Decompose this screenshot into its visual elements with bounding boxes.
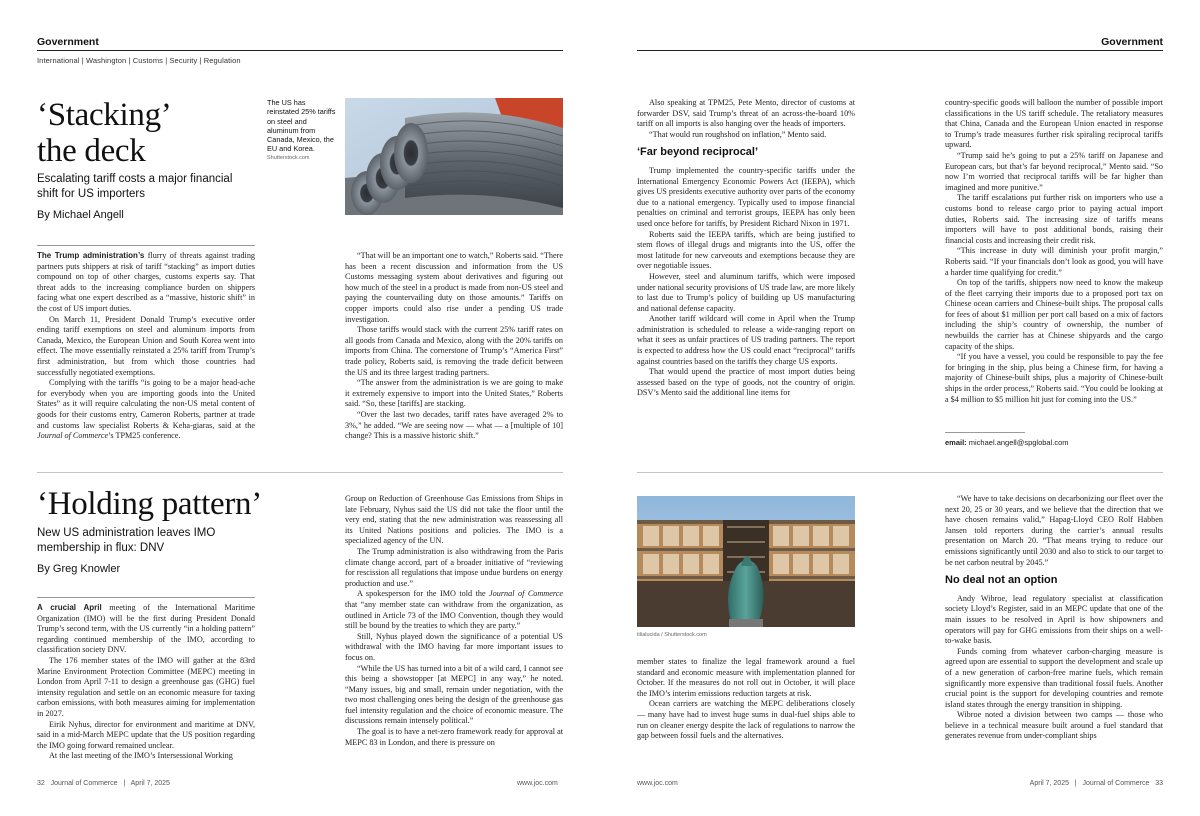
article1-col1-p1 bbox=[37, 251, 255, 315]
article1-col2 bbox=[345, 251, 563, 451]
article2-subhead-no-deal: No deal not an option bbox=[945, 574, 1058, 587]
article1-headline-line1: ‘Stacking’ bbox=[37, 97, 172, 133]
article2-col4-p3: Funds coming from whatever carbon-charging measure is agreed upon are essential to support the development and scale up of a new generation of carbon-free marine fuels, which remain significantly more expensive than traditional fossil fuels. Another crucial point is the support for developing countries and remote island states through the energy transition in shipping. bbox=[945, 646, 1163, 709]
article2-col2-p3b: that “any member state can withdraw from the organization, as outlined in Article 73 of the IMO Convention, though they would still be bound by the treaties to which they are party.” bbox=[345, 599, 563, 631]
article1-col1-p3b: ’s TPM25 conference. bbox=[108, 431, 181, 441]
article1-col3-p1: Also speaking at TPM25, Pete Mento, director of customs at forwarder DSV, said Trump’s threat of an across-the-board 10% tariff on all imports is also hanging over the heads of importers. bbox=[637, 98, 855, 129]
footer-left-url[interactable]: www.joc.com bbox=[517, 780, 558, 787]
article1-email-label: email: bbox=[945, 438, 967, 447]
article2-col2-p3 bbox=[345, 589, 563, 631]
article1-photo-credit: Shutterstock.com bbox=[267, 154, 310, 161]
article1-col4-p3: The tariff escalations put further risk on importers who use a customs bond to release cargo prior to paying actual import duties, Roberts said. The increasing size of tariffs means importers will have to post additional bonds, raising their financial costs and increasing their credit risk. bbox=[945, 193, 1163, 245]
article2-col3 bbox=[637, 657, 855, 768]
article1-col1 bbox=[37, 251, 255, 451]
article1-lead-rule bbox=[37, 245, 255, 246]
section-label-right: Government bbox=[1101, 36, 1163, 48]
footer-right-url[interactable]: www.joc.com bbox=[637, 780, 678, 787]
article1-caption-text: The US has reinstated 25% tariffs on steel and aluminum from Canada, Mexico, the EU and Korea. bbox=[267, 98, 336, 154]
article2-col4-p1: “We have to take decisions on decarbonizing our fleet over the next 20, 25 or 30 years, and we believe that the direction that we have chosen remains valid,” Hapag-Lloyd CEO Rolf Habben Jansen told reporters during the carrier’s annual results presentation on March 20. “That means trying to reduce our emissions significantly until 2030 and also to stick to our target to be net carbon neutral by 2045.” bbox=[945, 494, 1163, 567]
article1-col4 bbox=[945, 98, 1163, 430]
article1-col2-p2: Those tariffs would stack with the current 25% tariff rates on all goods from Canada and Mexico, along with the 20% tariffs on imports from China. The cornerstone of Trump’s “America First” trade policy, Roberts said, is removing the trade deficit between the US and its three largest trading partners. bbox=[345, 325, 563, 377]
article1-dek: Escalating tariff costs a major financial shift for US importers bbox=[37, 173, 233, 200]
article2-col2-p3a: A spokesperson for the IMO told the bbox=[357, 589, 490, 599]
article1-photo-caption bbox=[267, 98, 337, 163]
article1-col4-p2: “Trump said he’s going to put a 25% tariff on Japanese and European cars, but that’s far beyond reciprocal,” Mento said. “So now I’m worried that reciprocal tariffs will be far higher than imagined and more punitive.” bbox=[945, 150, 1163, 192]
article2-col1-p4: At the last meeting of the IMO’s Intersessional Working bbox=[49, 751, 233, 761]
article2-photo-imo-building bbox=[637, 496, 855, 627]
article1-photo-steel-coils bbox=[345, 98, 563, 215]
article1-email-link[interactable]: michael.angell@spglobal.com bbox=[966, 438, 1069, 447]
article1-col1-p3 bbox=[37, 378, 255, 442]
article2-col2-p4: Still, Nyhus played down the significance of a potential US withdrawal with the IMO having far more important issues to focus on. bbox=[345, 631, 563, 662]
article1-col2-p1: “That will be an important one to watch,” Roberts said. “There has been a recent discussion and information from the US Customs messaging system about derivatives and figuring out how much of the steel in a product is made from non-US steel and paying the countervailing duty on those amounts.” Tariffs on copper imports could also rise under a pending US trade investigation. bbox=[345, 251, 563, 324]
article2-lead-in: A crucial April bbox=[37, 603, 102, 612]
article2-col4 bbox=[945, 494, 1163, 768]
article2-photo-credit: tilialucida / Shutterstock.com bbox=[637, 632, 707, 638]
footer-left-folio: 32 Journal of Commerce | April 7, 2025 bbox=[37, 780, 170, 787]
article2-col2-p5: “While the US has turned into a bit of a wild card, I cannot see this being a showstopper [at MEPC] in any way,” he noted. “Many issues, big and small, remain under negotiation, with the two most challenging ones being the design of the greenhouse gas fuel intensity regulation and the choice of economic measure. The discussions remain intensely political.” bbox=[345, 663, 563, 726]
article2-col3-p1: member states to finalize the legal framework around a fuel standard and economic measure with implementation planned for October. If the measures do not roll out in October, it will place the IMO’s interim emissions reduction targets at risk. bbox=[637, 657, 855, 698]
article1-col3-p2: “That would run roughshod on inflation,” Mento said. bbox=[649, 129, 827, 139]
article1-col3-p5: However, steel and aluminum tariffs, which were imposed under national security provisions of US trade law, are more likely to last due to Trump’s policy of building up US manufacturing and national defense capacity. bbox=[637, 271, 855, 313]
article2-col2-p6: The goal is to have a net-zero framework ready for approval at MEPC 83 in London, and there is pressure on bbox=[345, 727, 563, 747]
article2-dek: New US administration leaves IMO membership in flux: DNV bbox=[37, 527, 216, 554]
section-subnav: International | Washington | Customs | Security | Regulation bbox=[37, 56, 241, 65]
article2-col1-p1 bbox=[37, 603, 255, 656]
article1-email-rule bbox=[945, 432, 1025, 433]
article2-col4-p4: Wibroe noted a division between two camps — those who believe in a technical measure built around a fuel standard that generates revenue from under-compliant ships bbox=[945, 710, 1163, 741]
article1-headline-line2: the deck bbox=[37, 133, 146, 169]
article1-col3-p6: Another tariff wildcard will come in April when the Trump administration is scheduled to release a wide-ranging report on what it sees as unfair practices of US trading partners. The report is expected to address how the US could enact “reciprocal” tariffs against countries based on the tariffs they charge US exports. bbox=[637, 314, 855, 366]
article2-col2-p3-journal: Journal of Commerce bbox=[489, 589, 563, 599]
article2-lead-rule bbox=[37, 597, 255, 598]
article-divider-left bbox=[37, 472, 563, 473]
article2-col1-p3: Eirik Nyhus, director for environment and maritime at DNV, said in a mid-March MEPC update that the US position regarding the IMO going forward remained unclear. bbox=[37, 719, 255, 750]
article1-col4-p5: On top of the tariffs, shippers now need to know the makeup of the fleet carrying their imports due to a proposed port tax on Chinese ocean carriers and Chinese-built ships. The proposal calls for fees of about $1 million per port call based on a mix of factors including the ship’s country of ownership, the number of newbuilds the carrier has at Chinese shipyards and the cargo capacity of the ships. bbox=[945, 278, 1163, 351]
article2-headline: ‘Holding pattern’ bbox=[37, 486, 262, 522]
article1-col1-p1-text: flurry of threats against trading partners puts shippers at risk of tariff “stacking” as import duties compound on top of other charges, customs experts say. That threat adds to the increasing compliance burden on shippers facing what one expert described as a “massive, historic shift” in the cost of US import duties. bbox=[37, 251, 255, 313]
article1-col3 bbox=[637, 98, 855, 451]
article1-headline bbox=[37, 97, 171, 169]
header-rule-right bbox=[637, 50, 1163, 51]
header-rule-left bbox=[37, 50, 563, 51]
article1-col4-p6: “If you have a vessel, you could be responsible to pay the fee for bringing in the ship, plus being a Chinese firm, for having a majority of Chinese-built ships, plus a majority of Chinese-built ships in the order process,” Roberts said. “You could be looking at a $4 million to $5 million hit just for coming into the US.” bbox=[945, 352, 1163, 404]
article2-col4-p2: Andy Wibroe, lead regulatory specialist at classification society Lloyd’s Register, said in an MEPC update that one of the main issues to be resolved in April is how shipowners and operators will pay for GHG emissions from their ships on a well-to-wake basis. bbox=[945, 593, 1163, 646]
article1-col3-p3: Trump implemented the country-specific tariffs under the International Emergency Economic Powers Act (IEEPA), which gives US presidents executive authority over parts of the economy due to a national emergency. Typically used to impose financial penalties on criminal and terrorist groups, IEEPA has only been used once before for tariffs, by President Richard Nixon in 1971. bbox=[637, 165, 855, 228]
article1-col2-p4: “Over the last two decades, tariff rates have averaged 2% to 3%,” he added. “We are seeing now — what — a [multiple of 10] change? This is a massive historic shift.” bbox=[345, 409, 563, 441]
article1-col3-p4: Roberts said the IEEPA tariffs, which are being justified to stem flows of illegal drugs and migrants into the US, offer the most latitude for new carveouts and exemptions because they are over negotiable issues. bbox=[637, 229, 855, 271]
article1-lead-in: The Trump administration’s bbox=[37, 251, 145, 260]
article1-col1-p3-journal: Journal of Commerce bbox=[37, 431, 109, 441]
article2-col3-p2: Ocean carriers are watching the MEPC deliberations closely — many have had to invest huge sums in dual-fuel ships able to run on cleaner energy despite the lack of regulations to narrow the gap between fossil fuels and the alternatives. bbox=[637, 699, 855, 741]
article-divider-right bbox=[637, 472, 1163, 473]
article1-col3-p7: That would upend the practice of most import duties being assessed based on the type of goods, not the country of origin. DSV’s Mento said the additional line items for bbox=[637, 367, 855, 398]
article1-col2-p3: “The answer from the administration is we are going to make it extremely expensive to import into the United States,” Roberts said. “So, these [tariffs] are stacking. bbox=[345, 378, 563, 409]
article2-col1 bbox=[37, 603, 255, 768]
article1-byline: By Michael Angell bbox=[37, 209, 124, 221]
article2-col1-p1-text: meeting of the International Maritime Organization (IMO) will be the first during President Donald Trump’s second term, with the US currently “in a holding pattern” regarding continued membership of the IMO, according to classification society DNV. bbox=[37, 603, 255, 655]
article1-col4-p4: “This increase in duty will diminish your profit margin,” Roberts said. “If your financials don’t look as good, you will have a harder time qualifying for credit.” bbox=[945, 246, 1163, 277]
article2-col2 bbox=[345, 494, 563, 768]
article1-col4-p1: country-specific goods will balloon the number of possible import classifications in the US tariff schedule. The retaliatory measures that China, Canada and the European Union enacted in response to Trump’s trade measures further risk spiraling reciprocal tariffs upward. bbox=[945, 98, 1163, 150]
article2-col1-p2: The 176 member states of the IMO will gather at the 83rd Marine Environment Protection Committee (MEPC) meeting in London from April 7-11 to design a greenhouse gas (GHG) fuel intensity regulation and settle on an economic measure for taxing carbon emissions, with both measures aiming for implementation in 2027. bbox=[37, 655, 255, 718]
article2-col2-p2: The Trump administration is also withdrawing from the Paris climate change accord, part of a broader initiative of “reviewing for rescission all regulations that impose undue burdens on energy production and use.” bbox=[345, 546, 563, 588]
footer-right-folio: April 7, 2025 | Journal of Commerce 33 bbox=[1029, 780, 1163, 787]
article1-subhead-far-beyond: ‘Far beyond reciprocal’ bbox=[637, 146, 759, 159]
article1-email bbox=[945, 438, 1069, 447]
article1-col1-p2: On March 11, President Donald Trump’s executive order ending tariff exemptions on steel and aluminum imports from Canada, Mexico, the European Union and South Korea went into effect. The move essentially reinstated a 25% tariff from Trump’s first administration, but from which those countries had successfully negotiated exemptions. bbox=[37, 314, 255, 377]
article1-col1-p3a: Complying with the tariffs “is going to be a major head-ache for everybody when you are importing goods into the United States” as it will require calculating the non-US metal content of goods for their customs entry, Cameron Roberts, partner at trade and customs law specialist Roberts & Keha-giaras, said at the bbox=[37, 378, 255, 430]
article2-col2-p1: Group on Reduction of Greenhouse Gas Emissions from Ships in late February, Nyhus said the US did not take the floor until the very end, stating that the new administration was reassessing all its United Nations positions and policies. The IMO is a specialized agency of the UN. bbox=[345, 494, 563, 546]
section-label-left: Government bbox=[37, 36, 99, 48]
article2-byline: By Greg Knowler bbox=[37, 563, 121, 575]
